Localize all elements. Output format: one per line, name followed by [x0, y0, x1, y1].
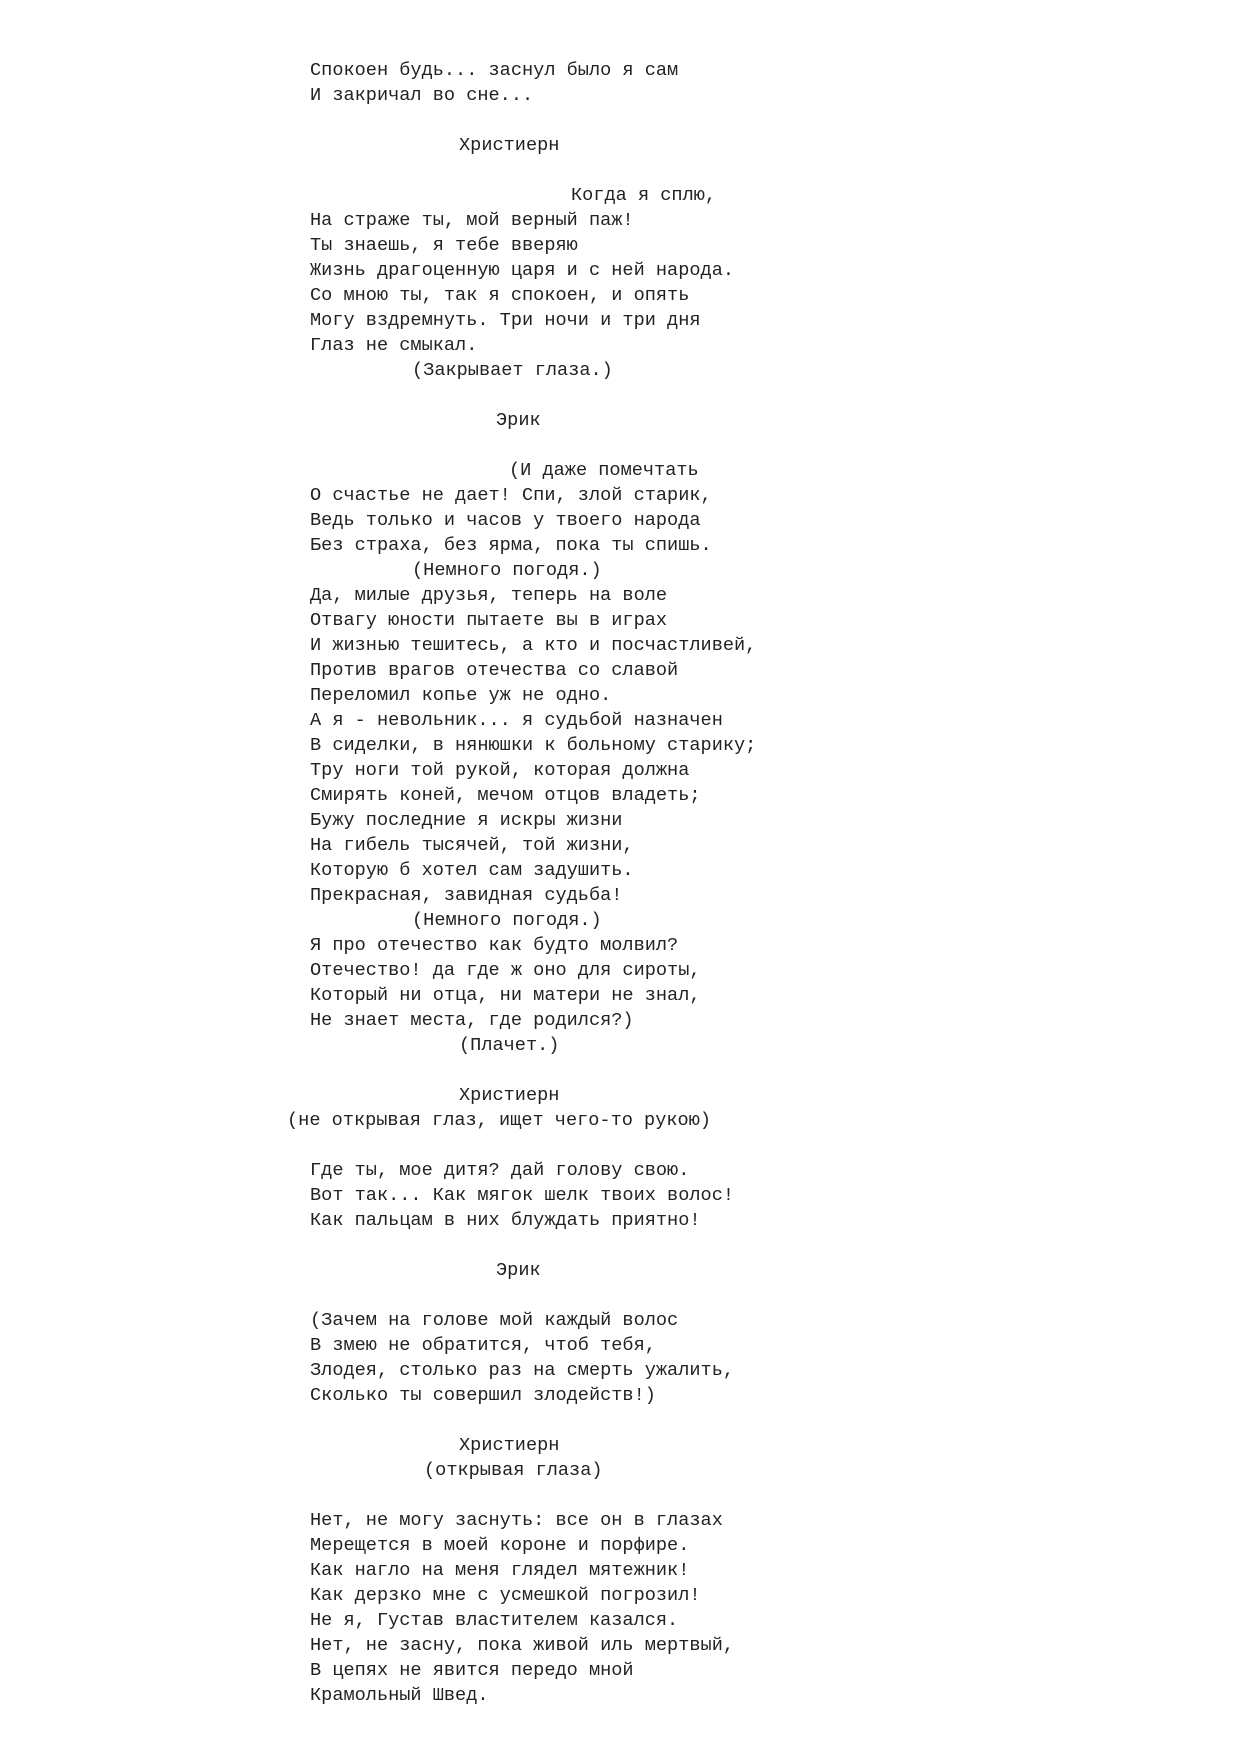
blank-line — [0, 1233, 1242, 1258]
verse-line: Как дерзко мне с усмешкой погрозил! — [310, 1585, 701, 1606]
verse-line: И жизнью тешитесь, а кто и посчастливей, — [310, 635, 757, 656]
verse-line: Крамольный Швед. — [310, 1685, 489, 1706]
verse-line: О счастье не дает! Спи, злой старик, — [310, 485, 712, 506]
blank-line — [0, 1483, 1242, 1508]
verse-line: Вот так... Как мягок шелк твоих волос! — [310, 1185, 735, 1206]
speaker-name: Эрик — [496, 410, 541, 431]
verse-line: Да, милые друзья, теперь на воле — [310, 585, 668, 606]
verse-line: Нет, не могу заснуть: все он в глазах — [310, 1510, 723, 1531]
verse-line: (Зачем на голове мой каждый волос — [310, 1310, 679, 1331]
stage-direction: (Немного погодя.) — [412, 560, 602, 581]
verse-line: Ведь только и часов у твоего народа — [310, 510, 701, 531]
verse-line: Который ни отца, ни матери не знал, — [310, 985, 701, 1006]
verse-line: (И даже помечтать — [509, 460, 699, 481]
verse-line: Где ты, мое дитя? дай голову свою. — [310, 1160, 690, 1181]
verse-line: Без страха, без ярма, пока ты спишь. — [310, 535, 712, 556]
verse-line: На гибель тысячей, той жизни, — [310, 835, 634, 856]
verse-line: В змею не обратится, чтоб тебя, — [310, 1335, 656, 1356]
speaker-name: Христиерн — [459, 1085, 560, 1106]
verse-line: Глаз не смыкал. — [310, 335, 478, 356]
verse-line: Со мною ты, так я спокоен, и опять — [310, 285, 690, 306]
speaker-name: Эрик — [496, 1260, 541, 1281]
blank-line — [0, 158, 1242, 183]
verse-line: Тру ноги той рукой, которая должна — [310, 760, 690, 781]
blank-line — [0, 1133, 1242, 1158]
stage-direction: (Закрывает глаза.) — [412, 360, 613, 381]
speaker-name: Христиерн — [459, 1435, 560, 1456]
verse-line: Я про отечество как будто молвил? — [310, 935, 679, 956]
verse-line: Отечество! да где ж оно для сироты, — [310, 960, 701, 981]
verse-line: Прекрасная, завидная судьба! — [310, 885, 623, 906]
blank-line — [0, 383, 1242, 408]
stage-direction: (не открывая глаз, ищет чего-то рукою) — [287, 1110, 712, 1131]
verse-line: Злодея, столько раз на смерть ужалить, — [310, 1360, 735, 1381]
verse-line: И закричал во сне... — [310, 85, 534, 106]
verse-line: Бужу последние я искры жизни — [310, 810, 623, 831]
blank-line — [0, 1283, 1242, 1308]
blank-line — [0, 1058, 1242, 1083]
verse-line: Жизнь драгоценную царя и с ней народа. — [310, 260, 735, 281]
verse-line: А я - невольник... я судьбой назначен — [310, 710, 723, 731]
verse-line: Сколько ты совершил злодейств!) — [310, 1385, 656, 1406]
stage-direction: (Немного погодя.) — [412, 910, 602, 931]
verse-line: Смирять коней, мечом отцов владеть; — [310, 785, 701, 806]
verse-line: Как пальцам в них блуждать приятно! — [310, 1210, 701, 1231]
verse-line: Ты знаешь, я тебе вверяю — [310, 235, 578, 256]
verse-line: Нет, не засну, пока живой иль мертвый, — [310, 1635, 735, 1656]
verse-line: Отвагу юности пытаете вы в играх — [310, 610, 668, 631]
blank-line — [0, 1408, 1242, 1433]
verse-line: Спокоен будь... заснул было я сам — [310, 60, 679, 81]
verse-line: Против врагов отечества со славой — [310, 660, 679, 681]
verse-line: Не знает места, где родился?) — [310, 1010, 634, 1031]
verse-line: На страже ты, мой верный паж! — [310, 210, 634, 231]
verse-line: Мерещется в моей короне и порфире. — [310, 1535, 690, 1556]
speaker-name: Христиерн — [459, 135, 560, 156]
stage-direction: (открывая глаза) — [424, 1460, 603, 1481]
verse-line: В цепях не явится передо мной — [310, 1660, 634, 1681]
blank-line — [0, 433, 1242, 458]
verse-line: Как нагло на меня глядел мятежник! — [310, 1560, 690, 1581]
verse-line: Когда я сплю, — [571, 185, 717, 206]
document-page — [0, 58, 1242, 1708]
verse-line: Переломил копье уж не одно. — [310, 685, 612, 706]
stage-direction: (Плачет.) — [459, 1035, 560, 1056]
verse-line: Могу вздремнуть. Три ночи и три дня — [310, 310, 701, 331]
verse-line: Не я, Густав властителем казался. — [310, 1610, 679, 1631]
verse-line: В сиделки, в нянюшки к больному старику; — [310, 735, 757, 756]
blank-line — [0, 108, 1242, 133]
verse-line: Которую б хотел сам задушить. — [310, 860, 634, 881]
